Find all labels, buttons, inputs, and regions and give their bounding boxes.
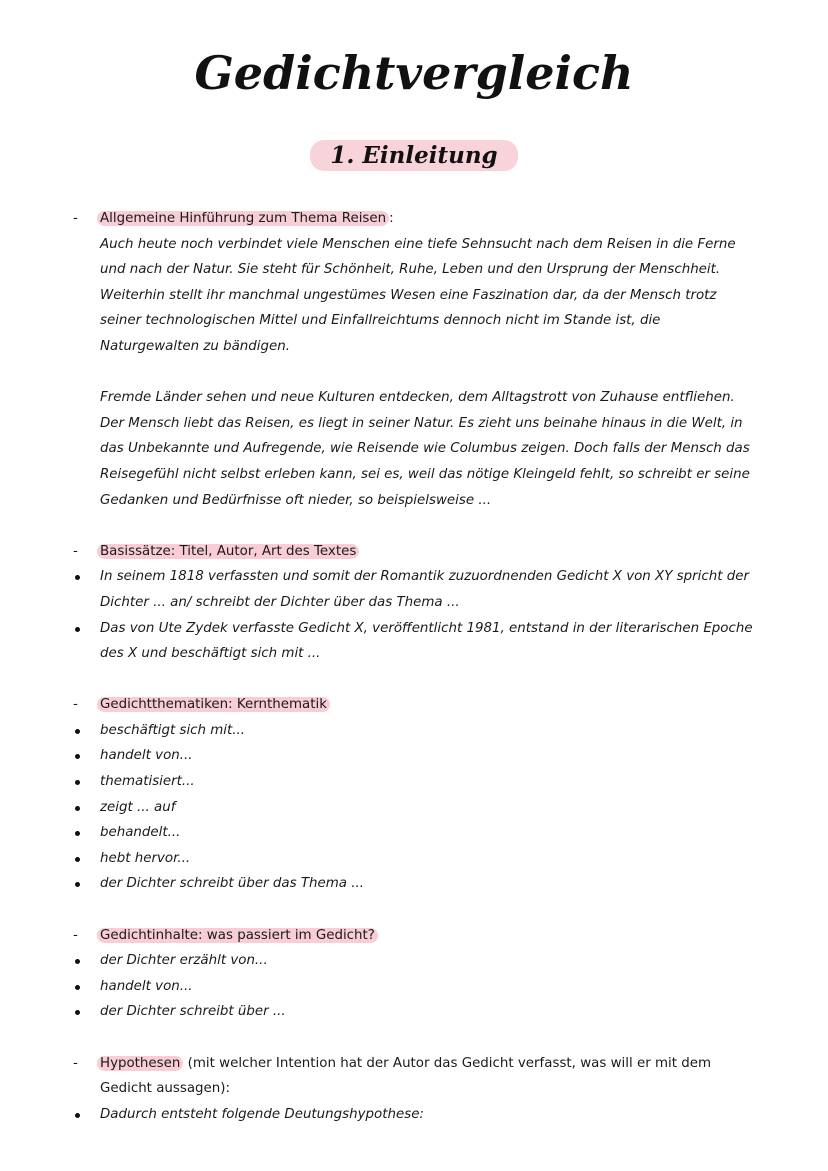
highlighted-heading: Allgemeine Hinführung zum Thema Reisen bbox=[97, 211, 389, 226]
list-item: behandelt... bbox=[100, 825, 181, 841]
list-item: hebt hervor... bbox=[100, 850, 191, 866]
dash-marker: - bbox=[73, 543, 78, 559]
section-heading-line: - Allgemeine Hinführung zum Thema Reisen : bbox=[73, 206, 783, 232]
list-item: beschäftigt sich mit... bbox=[100, 722, 246, 738]
text-line: Auch heute noch verbindet viele Menschen eine tiefe Sehnsucht nach dem Reisen in die Ferne bbox=[100, 236, 736, 252]
text-line: Reisegefühl nicht selbst erleben kann, sei es, weil das nötige Kleingeld fehlt, so schreibt er seine bbox=[100, 466, 750, 482]
list-item: Dadurch entsteht folgende Deutungshypothese: bbox=[100, 1106, 424, 1122]
text-line: seiner technologischen Mittel und Einfallreichtums dennoch nicht im Stande ist, die bbox=[100, 313, 661, 329]
text-line: Gedicht aussagen): bbox=[100, 1081, 231, 1097]
list-item: Das von Ute Zydek verfasste Gedicht X, veröffentlicht 1981, entstand in der literarischen Epoche bbox=[100, 620, 753, 636]
section-heading-line: - Hypothesen (mit welcher Intention hat der Autor das Gedicht verfasst, was will er mit dem bbox=[73, 1051, 783, 1077]
text-line: Gedanken und Bedürfnisse oft nieder, so beispielsweise ... bbox=[100, 492, 492, 508]
text-line: des X und beschäftigt sich mit ... bbox=[100, 646, 321, 662]
text-line: und nach der Natur. Sie steht für Schönheit, Ruhe, Leben und den Ursprung der Menschheit. bbox=[100, 262, 721, 278]
text-line: Fremde Länder sehen und neue Kulturen entdecken, dem Alltagstrott von Zuhause entfliehen. bbox=[100, 390, 735, 406]
page-title: Gedichtvergleich bbox=[194, 46, 634, 100]
list-item: zeigt ... auf bbox=[100, 799, 176, 815]
highlighted-heading: Hypothesen bbox=[97, 1056, 183, 1071]
list-item: der Dichter schreibt über ... bbox=[100, 1004, 286, 1020]
highlighted-heading: Gedichtinhalte: was passiert im Gedicht? bbox=[97, 928, 378, 943]
dash-marker: - bbox=[73, 211, 78, 226]
text-line: Naturgewalten zu bändigen. bbox=[100, 338, 290, 354]
dash-marker: - bbox=[73, 1055, 78, 1071]
text-line: das Unbekannte und Aufregende, wie Reisende wie Columbus zeigen. Doch falls der Mensch das bbox=[100, 441, 750, 457]
section-heading-line bbox=[73, 692, 783, 718]
section-heading: 1. Einleitung bbox=[310, 140, 517, 171]
section-heading-line bbox=[73, 539, 783, 565]
list-item: der Dichter erzählt von... bbox=[100, 953, 268, 969]
list-item: handelt von... bbox=[100, 748, 193, 764]
list-item: thematisiert... bbox=[100, 774, 195, 790]
text-line: Dichter ... an/ schreibt der Dichter über das Thema ... bbox=[100, 594, 460, 610]
subtitle-wrap bbox=[0, 140, 828, 171]
text-line: Weiterhin stellt ihr manchmal ungestümes Wesen eine Faszination dar, da der Mensch trotz bbox=[100, 287, 717, 303]
text-line: Der Mensch liebt das Reisen, es liegt in seiner Natur. Es zieht uns beinahe hinaus in die Welt, in bbox=[100, 415, 743, 431]
highlighted-heading: Basissätze: Titel, Autor, Art des Textes bbox=[97, 544, 359, 559]
list-item: In seinem 1818 verfassten und somit der Romantik zuzuordnenden Gedicht X von XY spricht der bbox=[100, 569, 749, 585]
section-heading-line bbox=[73, 923, 783, 949]
list-item: der Dichter schreibt über das Thema ... bbox=[100, 876, 365, 892]
dash-marker: - bbox=[73, 697, 78, 713]
content bbox=[73, 206, 783, 1127]
dash-marker: - bbox=[73, 927, 78, 943]
highlighted-heading: Gedichtthematiken: Kernthematik bbox=[97, 697, 330, 712]
list-item: handelt von... bbox=[100, 978, 193, 994]
